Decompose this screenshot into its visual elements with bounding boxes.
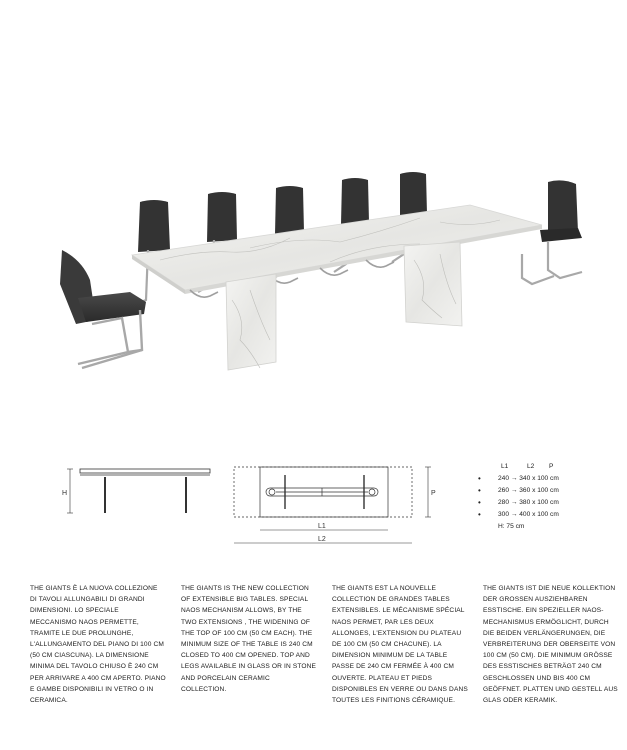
description-columns [30,583,620,706]
l1-label: L1 [318,523,326,530]
height-value: H: 75 cm [498,523,525,530]
description-english: THE GIANTS IS THE NEW COLLECTION OF EXTENSIBLE BIG TABLES. SPECIAL NAOS MECHANISM ALLOWS, BY THE TWO EXTENSIONS , THE WIDENING OF THE TOP OF 100 CM (50 CM EACH). THE MINIMUM SIZE OF THE TABLE IS 240 CM CLOSED TO 400 CM OPENED. TOP AND LEGS AVAILABLE IN GLASS OR IN STONE AND PORCELAIN CERAMIC COLLECTION. [181,585,317,693]
side-elevation [67,469,210,513]
size-table [478,461,618,533]
description-french: THE GIANTS EST LA NOUVELLE COLLECTION DE GRANDES TABLES EXTENSIBLES. LE MÉCANISME SPÉCIAL NAOS PERMET, PAR LES DEUX ALLONGES, L'EXTENSION DU PLATEAU DE 100 CM (50 CM CHACUNE). LA DIMENSION MINIMUM DE LA TABLE PASSE DE 240 CM FERMÉE À 400 CM OUVERTE. PLATEAU ET PIEDS DISPONIBLES EN VERRE OU DANS DANS TOUTES LES FINITIONS CÉRAMIQUE. [332,585,468,705]
table-leg-left [226,274,276,370]
size-value: 280 → 380 x 100 cm [498,499,559,506]
end-chair-right [522,180,582,284]
size-header-l1: L1 [501,463,509,470]
size-table-header [501,461,618,473]
size-value: 300 → 400 x 100 cm [498,511,559,518]
size-value: 260 → 360 x 100 cm [498,487,559,494]
table-top [132,205,542,290]
table-leg-right [404,242,462,326]
bullet-icon: • [478,486,481,495]
p-label: P [431,490,436,497]
size-value: 240 → 340 x 100 cm [498,475,559,482]
table-with-chairs-image [0,150,627,395]
size-row [478,497,618,509]
bullet-icon: • [478,474,481,483]
size-header-l2: L2 [527,463,535,470]
bullet-icon: • [478,510,481,519]
l2-label: L2 [318,536,326,543]
plan-view [234,467,431,543]
size-row [478,473,618,485]
description-german: THE GIANTS IST DIE NEUE KOLLEKTION DER GROSSEN AUSZIEHBAREN ESSTISCHE. EIN SPEZIELLER NAOS-MECHANISMUS ERMÖGLICHT, DURCH DIE BEIDEN VERLÄNGERUNGEN, DIE VERBREITERUNG DER OBERSEITE VON 100 CM (50 CM). DIE MINIMUM GRÖSSE DES ESSTISCHES BETRÄGT 240 CM GESCHLOSSEN UND BIS 400 CM GEÖFFNET. PLATTEN UND GESTELL AUS GLAS ODER KERAMIK. [483,585,618,705]
front-chair-left [60,250,146,368]
bullet-icon: • [478,498,481,507]
description-italian: THE GIANTS È LA NUOVA COLLEZIONE DI TAVOLI ALLUNGABILI DI GRANDI DIMENSIONI. LO SPECIALE MECCANISMO NAOS PERMETTE, TRAMITE LE DUE PROLUNGHE, L'ALLUNGAMENTO DEL PIANO DI 100 CM (50 CM CIASCUNA). LA DIMENSIONE MINIMA DEL TAVOLO CHIUSO È 240 CM PER ARRIVARE A 400 CM APERTO. PIANO E GAMBE DISPONIBILI IN VETRO O IN CERAMICA. [30,585,166,705]
size-row [478,509,618,521]
size-header-p: P [549,463,554,470]
size-row [478,485,618,497]
h-label: H [62,490,68,497]
technical-drawings [0,455,470,555]
